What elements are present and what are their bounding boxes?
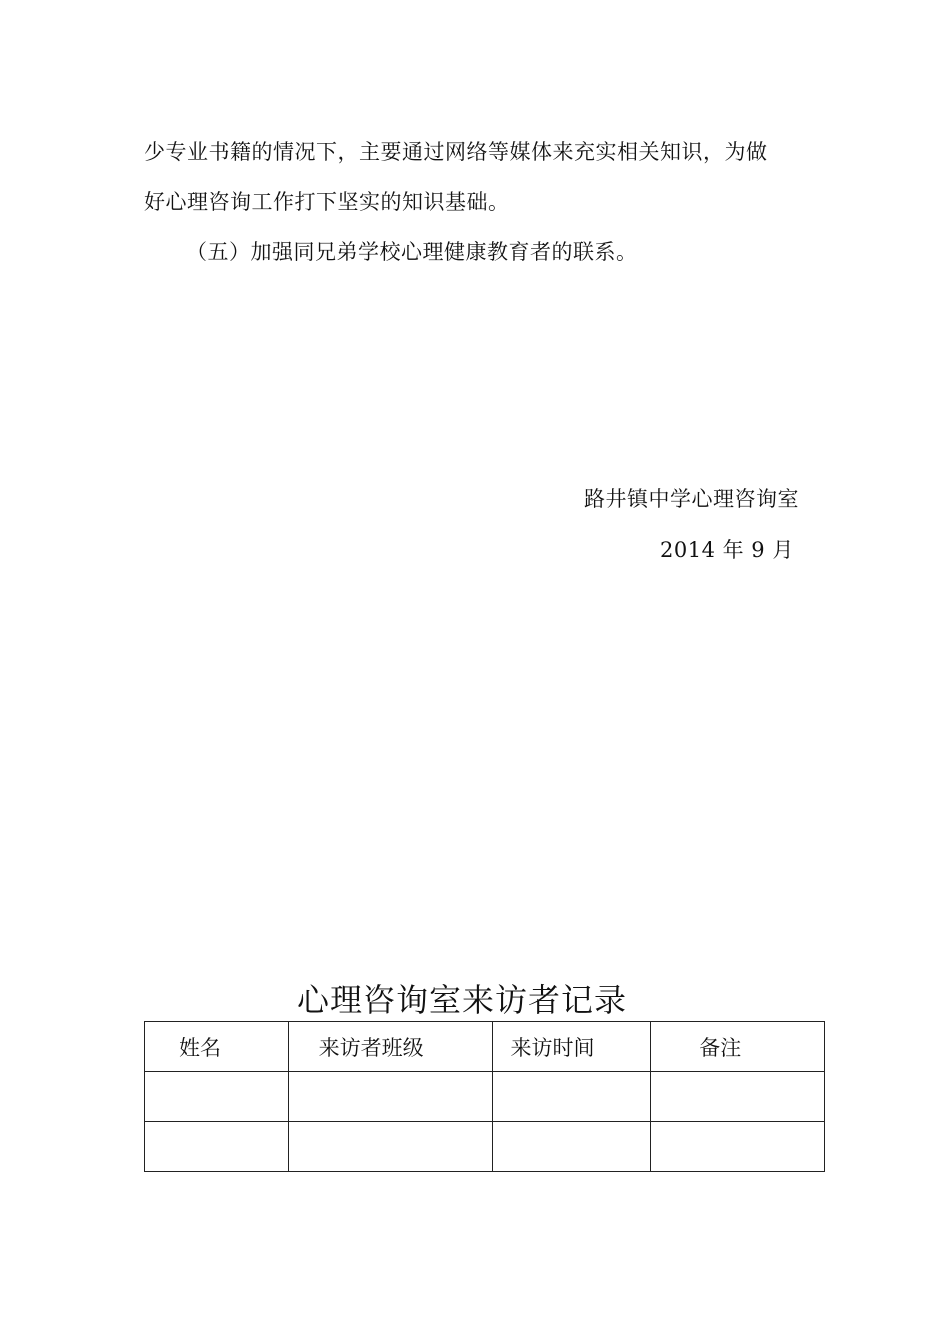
- table-cell: [651, 1072, 825, 1122]
- table-row: [145, 1072, 825, 1122]
- table-cell: [492, 1122, 651, 1172]
- paragraph-item-five: （五）加强同兄弟学校心理健康教育者的联系。: [186, 240, 638, 264]
- paragraph-line: 少专业书籍的情况下，主要通过网络等媒体来充实相关知识，为做: [144, 140, 768, 164]
- header-notes: [651, 1022, 825, 1072]
- header-visitor-class: [288, 1022, 492, 1072]
- header-name: [145, 1022, 289, 1072]
- table-cell: [492, 1072, 651, 1122]
- table-cell: [145, 1122, 289, 1172]
- signature-date: 2014 年 9 月: [660, 538, 794, 562]
- table-header-row: [145, 1022, 825, 1072]
- paragraph-line: 好心理咨询工作打下坚实的知识基础。: [144, 190, 510, 214]
- header-visit-time: [492, 1022, 651, 1072]
- table-cell: [651, 1122, 825, 1172]
- header-visitor-class-label: 来访者班级: [318, 1035, 424, 1060]
- visitor-record-table: [144, 1021, 825, 1172]
- signature-organization: 路井镇中学心理咨询室: [584, 487, 799, 511]
- table-cell: [145, 1072, 289, 1122]
- header-notes-label: 备注: [699, 1035, 742, 1060]
- table-cell: [288, 1122, 492, 1172]
- header-name-label: 姓名: [179, 1035, 221, 1060]
- record-table-title: 心理咨询室来访者记录: [296, 981, 627, 1019]
- table-cell: [288, 1072, 492, 1122]
- table-row: [145, 1122, 825, 1172]
- header-visit-time-label: 来访时间: [510, 1035, 595, 1060]
